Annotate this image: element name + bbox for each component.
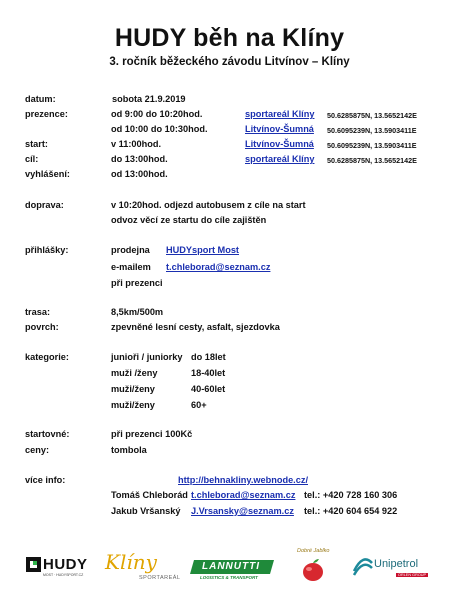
vice-info-label: více info: [25,475,66,485]
contact-phone-2: tel.: +420 604 654 922 [304,506,398,516]
prezence-label: prezence: [25,109,68,119]
datum-value: sobota 21.9.2019 [112,94,186,104]
email-label: e-mailem [111,262,151,272]
prezence-coords-2: 50.6095239N, 13.5903411E [327,126,417,135]
prezence-time-2: od 10:00 do 10:30hod. [111,124,208,134]
cil-place-link[interactable]: sportareál Klíny [245,154,315,164]
trasa-value: 8,5km/500m [111,307,164,317]
kliny-logo-subtext: SPORTAREÁL [139,575,181,581]
ceny-value: tombola [111,445,147,455]
apple-icon [300,558,326,582]
datum-label: datum: [25,94,56,104]
start-label: start: [25,139,48,149]
apple-logo-text: Dobré Jablko [297,548,330,554]
apple-logo [297,548,330,584]
povrch-value: zpevněné lesní cesty, asfalt, sjezdovka [111,322,280,332]
prihlasky-prezence: při prezenci [111,278,163,288]
unipetrol-logo [352,556,432,584]
kategorie-name-1: junioři / juniorky [111,352,183,362]
hudy-logo-subtext: MOST · HUDYSPORT.CZ [43,573,84,577]
hudy-logo [26,556,88,580]
prezence-place-link-2[interactable]: Litvínov-Šumná [245,124,314,134]
kliny-logo-text: Klíny [105,550,157,574]
website-link[interactable]: http://behnakliny.webnode.cz/ [178,475,308,485]
contact-email-link-1[interactable]: t.chleborad@seznam.cz [191,490,296,500]
contact-name-1: Tomáš Chleborád [111,490,188,500]
hudy-logo-text: HUDY [43,556,88,573]
startovne-value: při prezenci 100Kč [111,429,193,439]
prezence-place-link-1[interactable]: sportareál Klíny [245,109,315,119]
kategorie-name-2: muži /ženy [111,368,158,378]
page-subtitle: 3. ročník běžeckého závodu Litvínov – Klíny [109,56,350,68]
start-time: v 11:00hod. [111,139,162,149]
vyhlaseni-time: od 13:00hod. [111,169,168,179]
kategorie-age-3: 40-60let [191,384,226,394]
cil-coords: 50.6285875N, 13.5652142E [327,156,417,165]
kategorie-label: kategorie: [25,352,69,362]
start-place-link[interactable]: Litvínov-Šumná [245,139,314,149]
unipetrol-logo-text: Unipetrol [374,558,419,570]
povrch-label: povrch: [25,322,59,332]
unipetrol-logo-subtext: ORLEN GROUP [398,573,427,577]
doprava-label: doprava: [25,200,64,210]
kategorie-age-2: 18-40let [191,368,226,378]
kategorie-name-4: muži/ženy [111,400,155,410]
lannuti-logo-text: LANNUTTI [202,561,260,572]
cil-label: cíl: [25,154,39,164]
prezence-coords-1: 50.6285875N, 13.5652142E [327,111,417,120]
prodejna-link[interactable]: HUDYsport Most [166,245,239,255]
page-title: HUDY běh na Klíny [114,24,345,52]
contact-name-2: Jakub Vršanský [111,506,181,516]
email-link[interactable]: t.chleborad@seznam.cz [166,262,271,272]
ceny-label: ceny: [25,445,50,455]
kliny-logo [103,550,181,584]
startovne-label: startovné: [25,429,70,439]
contact-email-link-2[interactable]: J.Vrsansky@seznam.cz [191,506,294,516]
start-coords: 50.6095239N, 13.5903411E [327,141,417,150]
lannuti-logo-subtext: LOGISTICS & TRANSPORT [200,575,258,580]
prezence-time-1: od 9:00 do 10:20hod. [111,109,203,119]
vyhlaseni-label: vyhlášení: [25,169,70,179]
lannuti-logo [190,560,274,582]
cil-time: do 13:00hod. [111,154,168,164]
doprava-line-1: v 10:20hod. odjezd autobusem z cíle na start [111,200,306,210]
unipetrol-icon [352,557,374,577]
trasa-label: trasa: [25,307,51,317]
prihlasky-label: přihlášky: [25,245,69,255]
kategorie-age-1: do 18let [191,352,226,362]
kategorie-name-3: muži/ženy [111,384,155,394]
sponsor-logos [0,548,459,588]
kategorie-age-4: 60+ [191,400,207,410]
prodejna-label: prodejna [111,245,150,255]
contact-phone-1: tel.: +420 728 160 306 [304,490,398,500]
doprava-line-2: odvoz věcí ze startu do cíle zajištěn [111,215,267,225]
